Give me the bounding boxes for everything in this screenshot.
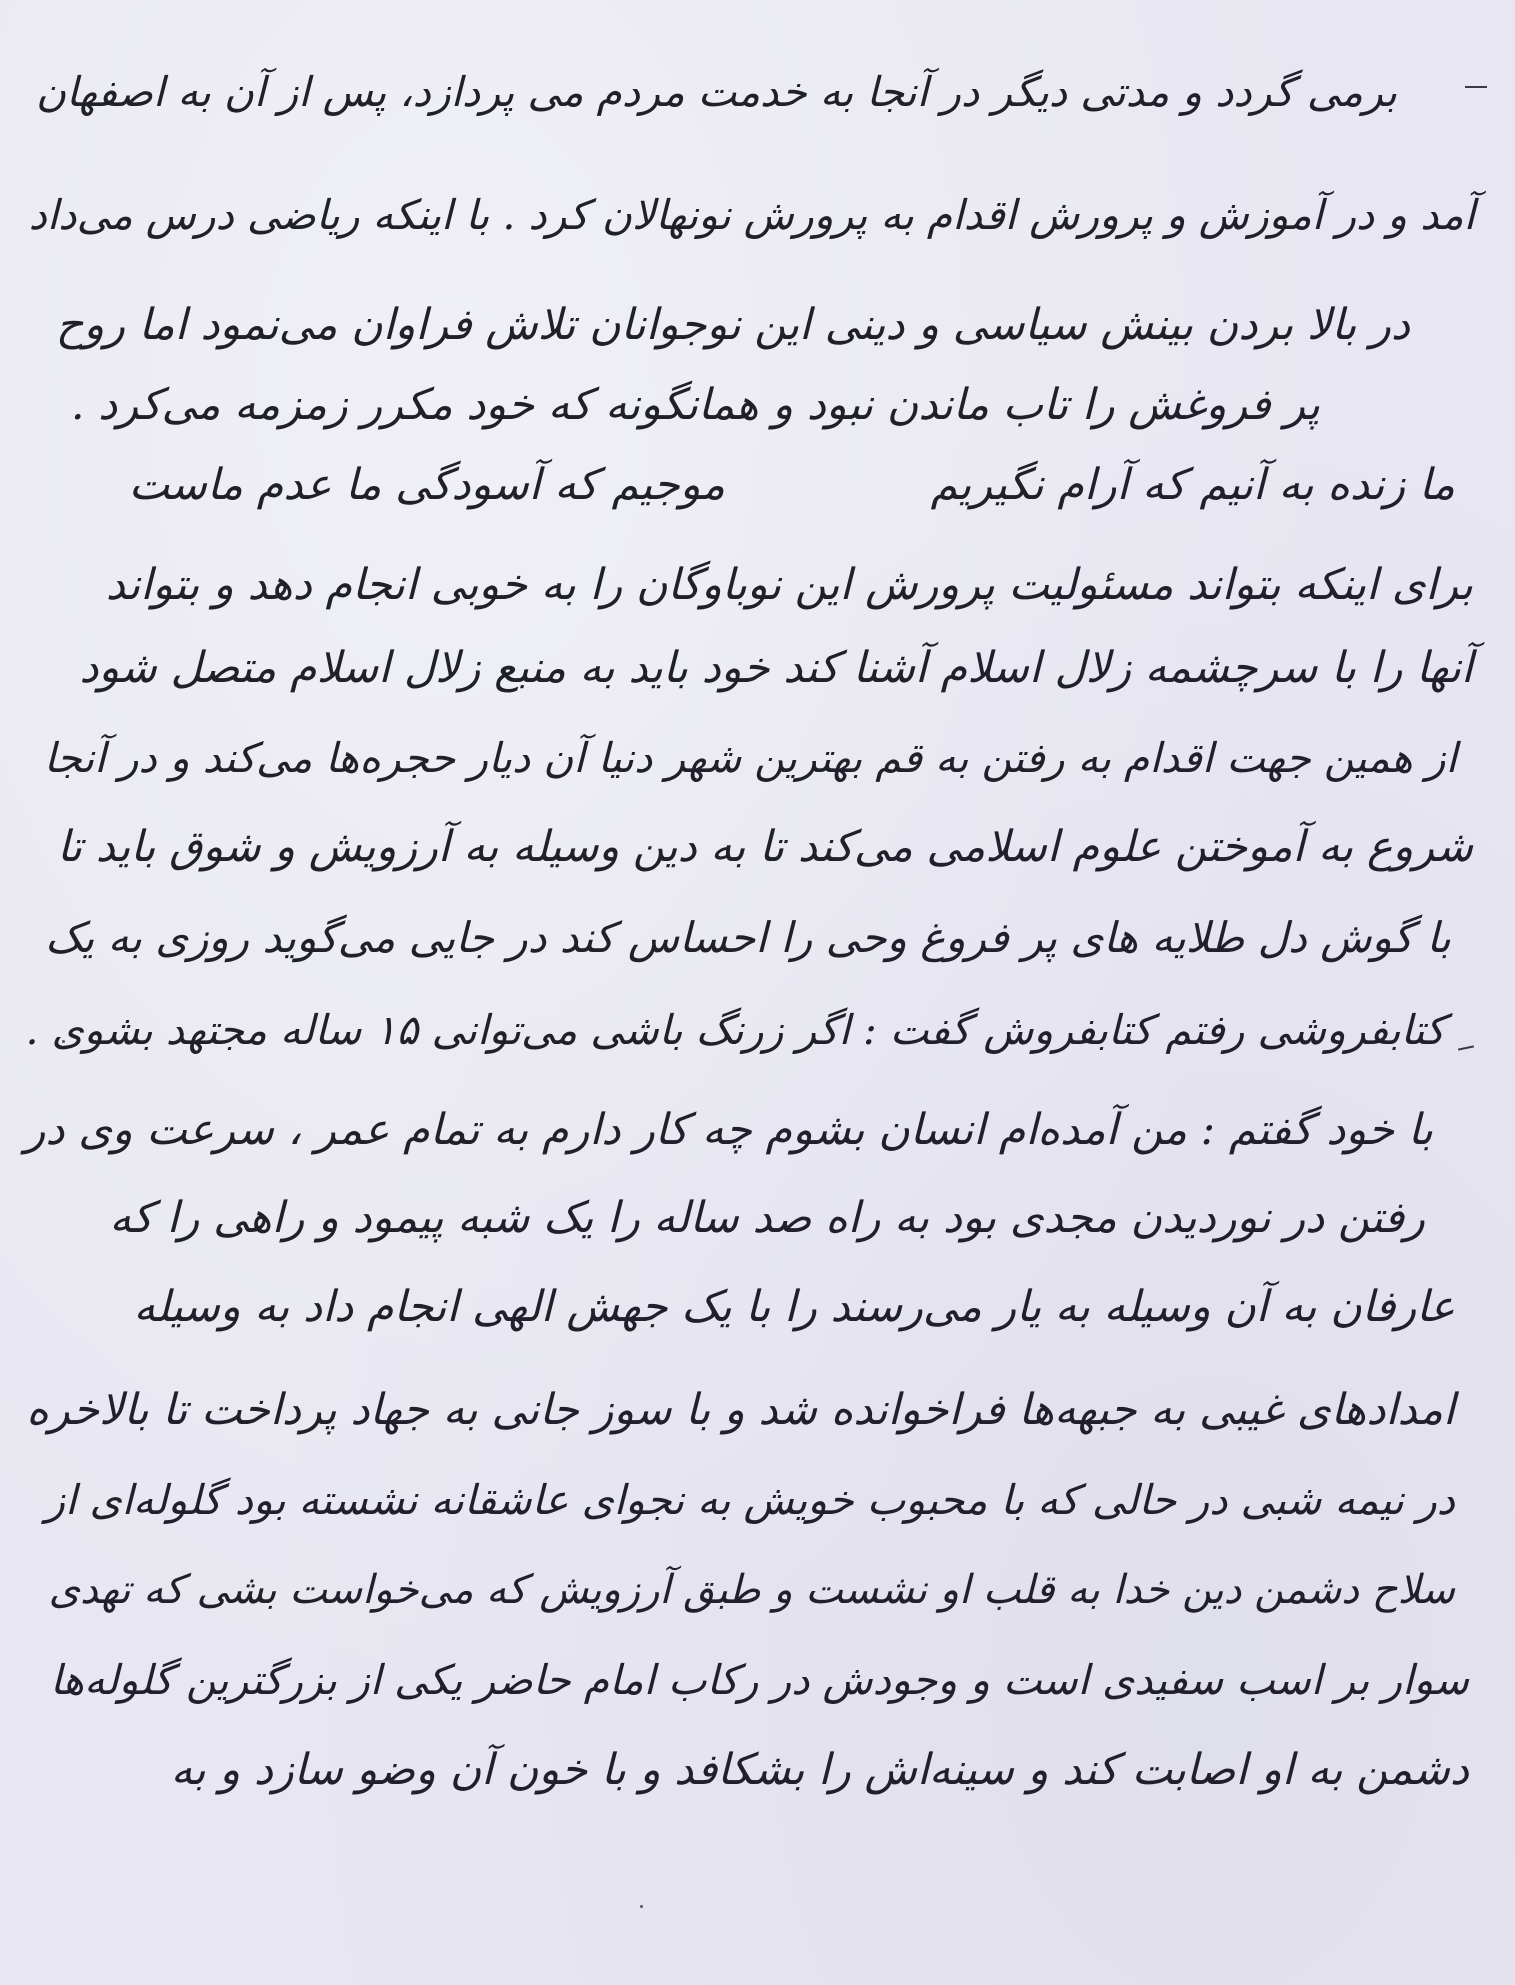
text-line: در بالا بردن بینش سیاسی و دینی این نوجوانان تلاش فراوان می‌نمود اما روح	[55, 300, 1410, 350]
text-line: کتابفروشی رفتم کتابفروش گفت : اگر زرنگ باشی می‌توانی ۱۵ ساله مجتهد بشوی .	[25, 1006, 1445, 1054]
text-line: شروع به آموختن علوم اسلامی می‌کند تا به دین وسیله به آرزویش و شوق باید تا	[57, 822, 1473, 872]
text-line: رفتن در نوردیدن مجدی بود به راه صد ساله را یک شبه پیمود و راهی را که	[109, 1193, 1425, 1243]
text-line: دشمن به او اصابت کند و سینه‌اش را بشکافد و با خون آن وضو سازد و به	[170, 1745, 1469, 1795]
ink-speck	[640, 1905, 643, 1908]
text-line: با خود گفتم : من آمده‌ام انسان بشوم چه کار دارم به تمام عمر ، سرعت وی در	[24, 1105, 1433, 1155]
poem-hemistich-first: ما زنده به آنیم که آرام نگیریم	[930, 460, 1455, 510]
text-line: آنها را با سرچشمه زلال اسلام آشنا کند خود باید به منبع زلال اسلام متصل شود	[79, 643, 1473, 693]
text-line: عارفان به آن وسیله به یار می‌رسند را با یک جهش الهی انجام داد به وسیله	[133, 1282, 1455, 1332]
text-line: از همین جهت اقدام به رفتن به قم بهترین شهر دنیا آن دیار حجره‌ها می‌کند و در آنجا	[43, 734, 1457, 782]
text-line: سلاح دشمن دین خدا به قلب او نشست و طبق آرزویش که می‌خواست بشی که تهدی	[48, 1567, 1455, 1613]
text-line: در نیمه شبی در حالی که با محبوب خویش به نجوای عاشقانه نشسته بود گلوله‌ای از	[45, 1476, 1455, 1524]
poem-hemistich-second: موجیم که آسودگی ما عدم ماست	[128, 460, 725, 510]
text-line: برای اینکه بتواند مسئولیت پرورش این نوباوگان را به خوبی انجام دهد و بتواند	[105, 560, 1473, 610]
text-line: برمی گردد و مدتی دیگر در آنجا به خدمت مردم می پردازد، پس از آن به اصفهان	[36, 68, 1397, 116]
text-line: سوار بر اسب سفیدی است و وجودش در رکاب امام حاضر یکی از بزرگترین گلوله‌ها	[50, 1656, 1469, 1704]
text-line: آمد و در آموزش و پرورش اقدام به پرورش نونهالان کرد . با اینکه ریاضی درس می‌داد	[28, 191, 1475, 239]
text-line: پر فروغش را تاب ماندن نبود و همانگونه که خود مکرر زمزمه می‌کرد .	[70, 380, 1320, 430]
text-line: امدادهای غیبی به جبهه‌ها فراخوانده شد و با سوز جانی به جهاد پرداخت تا بالاخره	[26, 1385, 1455, 1435]
margin-dash	[1458, 1045, 1474, 1050]
margin-dash	[1465, 86, 1487, 88]
text-line: با گوش دل طلایه های پر فروغ وحی را احساس کند در جایی می‌گوید روزی به یک	[45, 913, 1451, 962]
